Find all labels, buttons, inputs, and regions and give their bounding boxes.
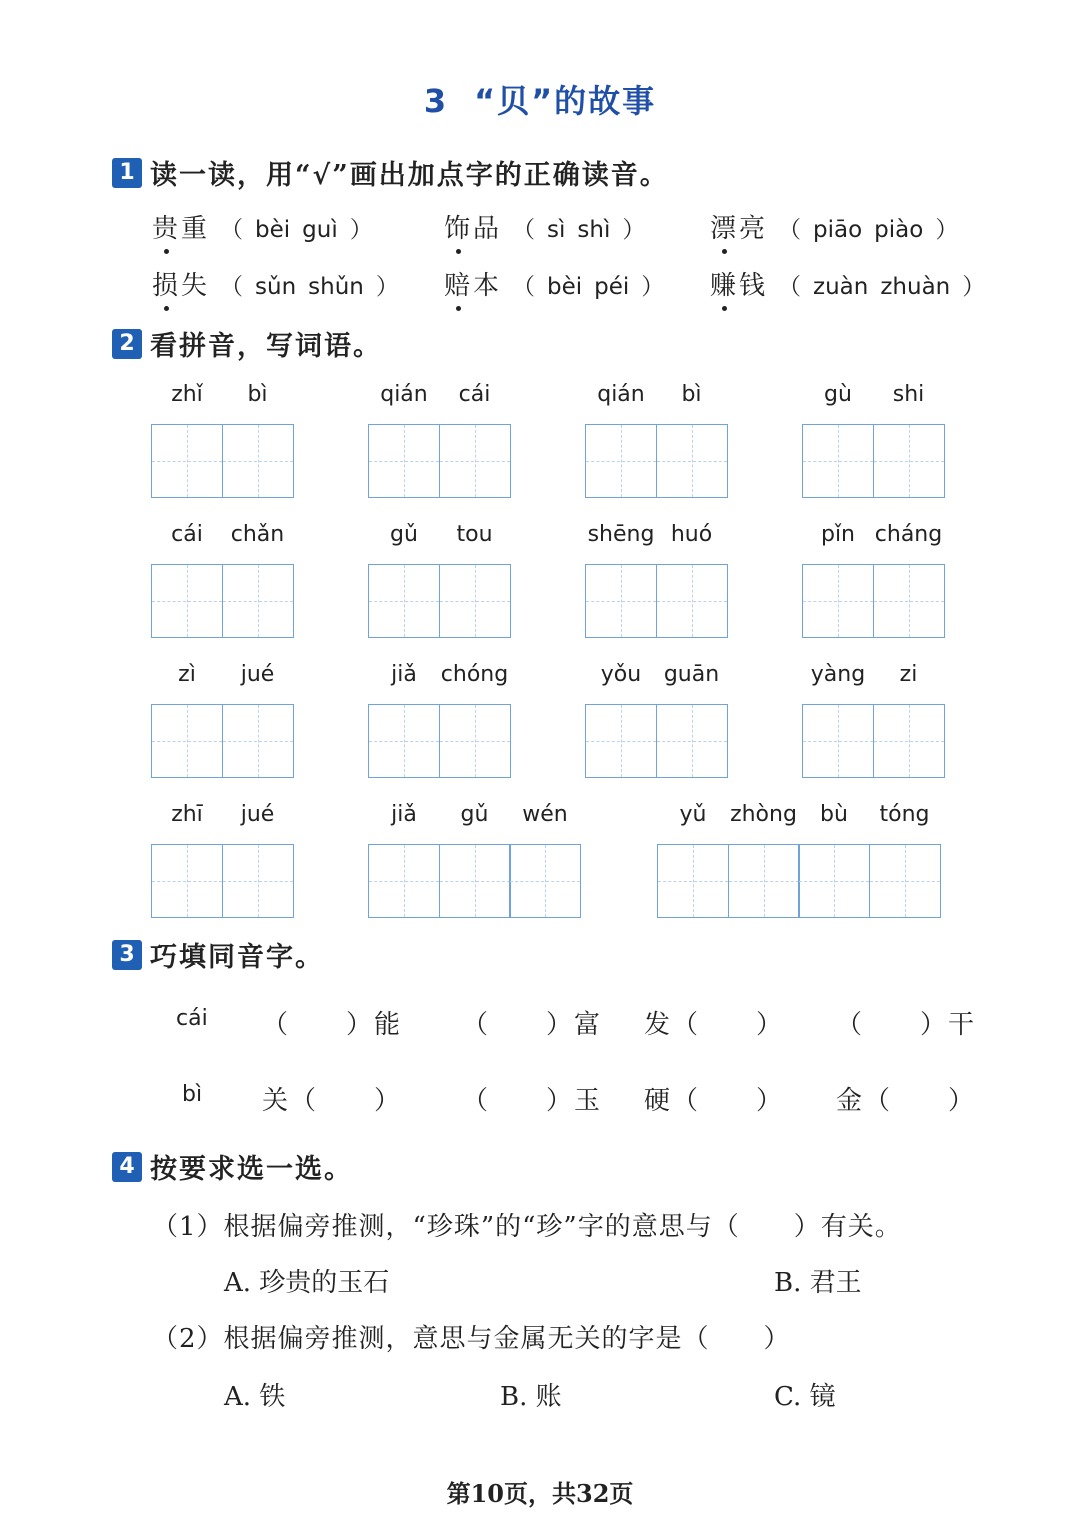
section-4-heading (112, 1147, 353, 1186)
lesson-number: 3 (423, 82, 449, 120)
homophone-blank[interactable]: （ ）干 (836, 1010, 977, 1040)
pinyin-option[interactable]: shì (577, 217, 611, 243)
lesson-title: “贝”的故事 (474, 82, 657, 120)
pinyin-syllable: cái (171, 522, 203, 547)
pinyin-option[interactable]: shǔn (308, 274, 364, 300)
tianzige-box[interactable] (368, 564, 440, 638)
pinyin-syllable: yǔ (679, 802, 707, 827)
s1-word: 漂亮 (710, 214, 768, 244)
tianzige-box[interactable] (222, 564, 294, 638)
tianzige-box[interactable] (368, 704, 440, 778)
pinyin-option[interactable]: piāo (813, 217, 863, 243)
tianzige-box[interactable] (802, 704, 874, 778)
q2-option-b[interactable]: B. 账 (500, 1382, 562, 1412)
pinyin-syllable: guān (663, 662, 720, 687)
pinyin-syllable: yàng (810, 662, 866, 687)
pinyin-syllable: chǎn (230, 522, 285, 547)
homophone-blank[interactable]: （ ）能 (262, 1010, 403, 1040)
homophone-pinyin: bì (182, 1082, 203, 1107)
pinyin-option[interactable]: piào (874, 217, 924, 243)
q1-option-b[interactable]: B. 君王 (774, 1268, 862, 1298)
tianzige-box[interactable] (222, 844, 294, 918)
tianzige-box[interactable] (657, 844, 729, 918)
homophone-blank[interactable]: 硬（ ） (644, 1086, 785, 1116)
tianzige-box[interactable] (873, 564, 945, 638)
page-footer: 第10页，共32页 (446, 1479, 634, 1508)
emphasis-dot (456, 306, 461, 311)
tianzige-box[interactable] (151, 424, 223, 498)
s1-item (444, 208, 651, 245)
pinyin-syllable: zhǐ (171, 382, 203, 407)
s1-word: 赚钱 (710, 271, 768, 301)
pinyin-syllable: zi (899, 662, 918, 687)
homophone-pinyin: cái (176, 1006, 208, 1031)
s1-word: 贵重 (152, 214, 210, 244)
tianzige-box[interactable] (585, 424, 657, 498)
q2-option-c[interactable]: C. 镜 (774, 1382, 836, 1412)
homophone-blank[interactable]: （ ）玉 (462, 1086, 603, 1116)
pinyin-syllable: gù (824, 382, 852, 407)
pinyin-option[interactable]: péi (594, 274, 630, 300)
s1-item (710, 208, 964, 245)
s1-pinyin-choices: （ bèi guì ） (220, 217, 373, 243)
tianzige-box[interactable] (802, 424, 874, 498)
pinyin-syllable: shēng (587, 522, 655, 547)
tianzige-box[interactable] (873, 424, 945, 498)
s1-word: 损失 (152, 271, 210, 301)
pinyin-syllable: wén (522, 802, 568, 827)
section-3-heading (112, 935, 324, 974)
emphasis-dot (456, 249, 461, 254)
pinyin-syllable: tóng (879, 802, 930, 827)
tianzige-box[interactable] (439, 564, 511, 638)
pinyin-syllable: qián (597, 382, 645, 407)
pinyin-syllable: gǔ (390, 522, 418, 547)
tianzige-box[interactable] (368, 844, 440, 918)
tianzige-box[interactable] (151, 844, 223, 918)
pinyin-syllable: yǒu (600, 662, 642, 687)
pinyin-syllable: zì (178, 662, 196, 687)
tianzige-box[interactable] (151, 704, 223, 778)
q2-option-a[interactable]: A. 铁 (224, 1382, 286, 1412)
pinyin-syllable: shi (892, 382, 925, 407)
homophone-blank[interactable]: 金（ ） (836, 1086, 977, 1116)
s1-item (444, 265, 670, 302)
section-1-badge: 1 (112, 158, 142, 188)
tianzige-box[interactable] (798, 844, 870, 918)
tianzige-box[interactable] (802, 564, 874, 638)
emphasis-dot (164, 249, 169, 254)
tianzige-box[interactable] (656, 424, 728, 498)
tianzige-box[interactable] (222, 424, 294, 498)
tianzige-box[interactable] (656, 564, 728, 638)
s1-item (152, 208, 379, 245)
pinyin-syllable: jiǎ (391, 662, 417, 687)
pinyin-option[interactable]: zhuàn (880, 274, 951, 300)
pinyin-option[interactable]: guì (302, 217, 338, 243)
tianzige-box[interactable] (869, 844, 941, 918)
homophone-blank[interactable]: 发（ ） (644, 1010, 785, 1040)
q1-option-a[interactable]: A. 珍贵的玉石 (224, 1268, 390, 1298)
pinyin-option[interactable]: bèi (255, 217, 291, 243)
pinyin-syllable: tou (456, 522, 493, 547)
tianzige-box[interactable] (656, 704, 728, 778)
s1-pinyin-choices: （ sǔn shǔn ） (220, 274, 399, 300)
tianzige-box[interactable] (509, 844, 581, 918)
section-3-badge: 3 (112, 940, 142, 970)
homophone-blank[interactable]: （ ）富 (462, 1010, 603, 1040)
tianzige-box[interactable] (439, 844, 511, 918)
pinyin-syllable: bì (681, 382, 702, 407)
tianzige-box[interactable] (222, 704, 294, 778)
section-2-heading (112, 324, 382, 363)
pinyin-option[interactable]: sǔn (255, 274, 297, 300)
homophone-blank[interactable]: 关（ ） (262, 1086, 403, 1116)
section-4-badge: 4 (112, 1152, 142, 1182)
tianzige-box[interactable] (873, 704, 945, 778)
pinyin-syllable: jué (240, 662, 275, 687)
s1-item (710, 265, 991, 302)
section-2-title: 看拼音，写词语。 (150, 331, 382, 362)
tianzige-box[interactable] (728, 844, 800, 918)
pinyin-syllable: zhī (171, 802, 203, 827)
pinyin-syllable: bì (247, 382, 268, 407)
tianzige-box[interactable] (585, 564, 657, 638)
tianzige-box[interactable] (439, 704, 511, 778)
s1-pinyin-choices: （ zuàn zhuàn ） (778, 274, 986, 300)
s1-word: 饰品 (444, 214, 502, 244)
pinyin-option[interactable]: bèi (547, 274, 583, 300)
s1-word: 赔本 (444, 271, 502, 301)
emphasis-dot (722, 249, 727, 254)
pinyin-syllable: bù (820, 802, 848, 827)
page-title (0, 76, 1080, 122)
tianzige-box[interactable] (368, 424, 440, 498)
tianzige-box[interactable] (151, 564, 223, 638)
pinyin-syllable: jué (240, 802, 275, 827)
pinyin-option[interactable]: sì (547, 217, 566, 243)
pinyin-syllable: zhòng (730, 802, 797, 827)
pinyin-option[interactable]: zuàn (813, 274, 869, 300)
question-1[interactable]: （1）根据偏旁推测，“珍珠”的“珍”字的意思与（ ）有关。 (152, 1212, 902, 1242)
emphasis-dot (722, 306, 727, 311)
pinyin-syllable: gǔ (460, 802, 489, 827)
pinyin-syllable: qián (380, 382, 428, 407)
emphasis-dot (164, 306, 169, 311)
pinyin-syllable: chóng (440, 662, 509, 687)
s1-pinyin-choices: （ bèi péi ） (512, 274, 665, 300)
section-4-title: 按要求选一选。 (150, 1154, 353, 1185)
pinyin-syllable: pǐn (820, 522, 856, 547)
s1-pinyin-choices: （ sì shì ） (512, 217, 646, 243)
pinyin-syllable: cháng (874, 522, 943, 547)
question-2[interactable]: （2）根据偏旁推测，意思与金属无关的字是（ ） (152, 1324, 791, 1354)
s1-pinyin-choices: （ piāo piào ） (778, 217, 959, 243)
section-3-title: 巧填同音字。 (150, 942, 324, 973)
pinyin-syllable: jiǎ (391, 802, 417, 827)
tianzige-box[interactable] (439, 424, 511, 498)
s1-item (152, 265, 405, 302)
section-1-heading (112, 153, 669, 192)
pinyin-syllable: huó (670, 522, 713, 547)
tianzige-box[interactable] (585, 704, 657, 778)
pinyin-syllable: cái (458, 382, 491, 407)
section-1-title: 读一读，用“√”画出加点字的正确读音。 (150, 160, 669, 191)
section-2-badge: 2 (112, 329, 142, 359)
